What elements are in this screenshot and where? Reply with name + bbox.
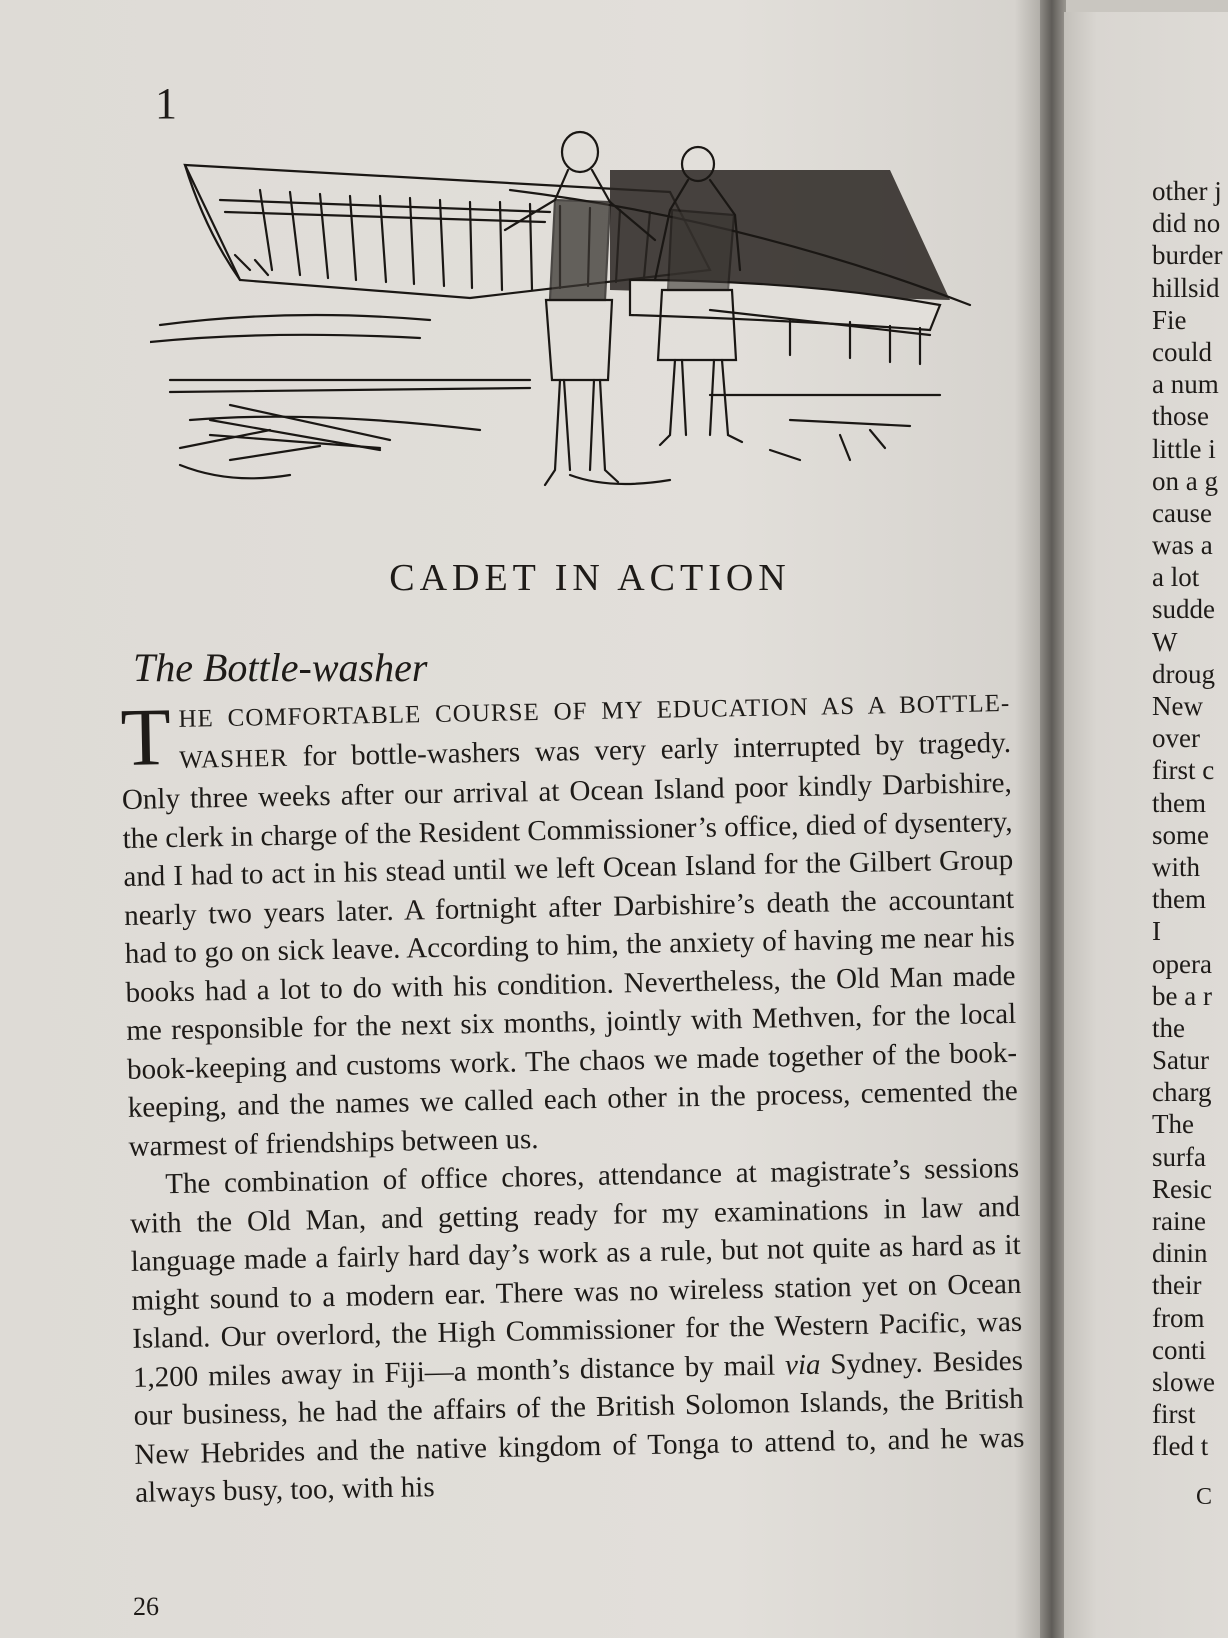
right-page-line: them xyxy=(1152,787,1206,818)
figure-man-cloth xyxy=(546,300,612,380)
right-page-line: from xyxy=(1152,1302,1205,1333)
right-page-line: slowe xyxy=(1152,1366,1215,1397)
page-number: 26 xyxy=(133,1592,159,1621)
drop-cap: T xyxy=(119,691,172,783)
right-page-line: I xyxy=(1152,916,1161,947)
right-page-line: could xyxy=(1152,336,1212,367)
chapter-illustration xyxy=(150,130,1000,520)
right-page-line: the xyxy=(1152,1012,1185,1043)
paragraph-2-italic-via: via xyxy=(784,1348,821,1381)
right-page-line: some xyxy=(1152,819,1209,850)
section-title: The Bottle-washer xyxy=(133,645,428,690)
chapter-title: CADET IN ACTION xyxy=(389,557,791,599)
right-page-line: hillsid xyxy=(1152,272,1220,303)
right-page-line: The xyxy=(1152,1109,1194,1140)
right-page-line: with xyxy=(1152,851,1201,882)
right-page-line: sudde xyxy=(1152,594,1215,625)
right-page-line: conti xyxy=(1152,1334,1206,1365)
right-page-line: on a g xyxy=(1152,465,1218,496)
right-page xyxy=(1064,12,1228,1638)
right-page-text xyxy=(1152,175,1222,1513)
paragraph-1 xyxy=(120,683,1019,1166)
right-page-line: Resic xyxy=(1152,1173,1212,1204)
paragraph-2 xyxy=(129,1149,1025,1513)
paragraph-1-text: for bottle-washers was very early interrupted by tragedy. Only three weeks after our arrival at Ocean Island poor kindly Darbishire, the clerk in charge of the Resident Commissioner’s office, died of dysentery, and I had to act in his stead until we left Ocean Island for the Gilbert Group nearly two years later. A fortnight after Darbishire’s death the accountant had to go on sick leave. According to him, the anxiety of having me near his books had a lot to do with his condition. Nevertheless, the Old Man made me responsible for the next six months, jointly with Methven, for the local book-keeping and customs work. The chaos we made together of the book-keeping, and the names we called each other in the process, cemented the warmest of friendships between us. xyxy=(121,726,1018,1163)
right-page-line: burder xyxy=(1152,240,1223,271)
body-text xyxy=(120,683,1025,1512)
right-page-line: a lot xyxy=(1152,562,1200,593)
right-page-line: first c xyxy=(1152,755,1215,786)
paragraph-2-text-a: The combination of office chores, attendance at magistrate’s sessions with the Old Man, and getting ready for my examinations in law and language made a fairly hard day’s work as a rule, but not quite as hard as it might sound to a modern ear. There was no wireless station yet on Ocean Island. Our overlord, the High Commissioner for the Western Pacific, was 1,200 miles away in Fiji—a month’s distance by mail xyxy=(129,1151,1023,1394)
signature-mark: C xyxy=(1196,1483,1213,1510)
right-page-line: over xyxy=(1152,723,1200,754)
right-page-line: other j xyxy=(1152,176,1222,206)
book-gutter xyxy=(1040,0,1066,1638)
right-page-line: be a r xyxy=(1152,980,1212,1011)
right-page-line: opera xyxy=(1152,948,1212,979)
right-page-line: was a xyxy=(1152,530,1213,561)
right-page-line: W xyxy=(1152,626,1178,657)
right-page-line: them xyxy=(1152,884,1206,915)
right-page-line: surfa xyxy=(1152,1141,1206,1172)
right-page-line: charg xyxy=(1152,1077,1212,1108)
right-page-line: cause xyxy=(1152,497,1212,528)
chapter-number: 1 xyxy=(155,79,177,128)
figure-man-head xyxy=(562,132,598,172)
right-page-line: Satur xyxy=(1152,1045,1209,1076)
right-page-line: did no xyxy=(1152,208,1221,239)
right-page-line: dinin xyxy=(1152,1238,1208,1269)
right-page-line: those xyxy=(1152,401,1209,432)
right-page-line: fled t xyxy=(1152,1431,1209,1462)
opening-smallcaps: HE COMFORTABLE COURSE OF MY EDUCATION AS A BOTTLE-WASHER xyxy=(178,689,1011,774)
right-page-line: raine xyxy=(1152,1206,1206,1236)
right-page-line: droug xyxy=(1152,658,1215,689)
right-page-line: first xyxy=(1152,1399,1196,1430)
right-page-line: a num xyxy=(1152,369,1219,400)
right-page-line: Fie xyxy=(1152,304,1187,335)
right-page-line: their xyxy=(1152,1270,1202,1301)
right-page-line: little i xyxy=(1152,433,1216,464)
paragraph-2-text-b: Sydney. Besides our business, he had the affairs of the British Solomon Islands, the British New Hebrides and the native kingdom of Tonga to attend to, and he was always busy, too, with his xyxy=(133,1344,1025,1509)
right-page-line: New xyxy=(1152,691,1203,721)
